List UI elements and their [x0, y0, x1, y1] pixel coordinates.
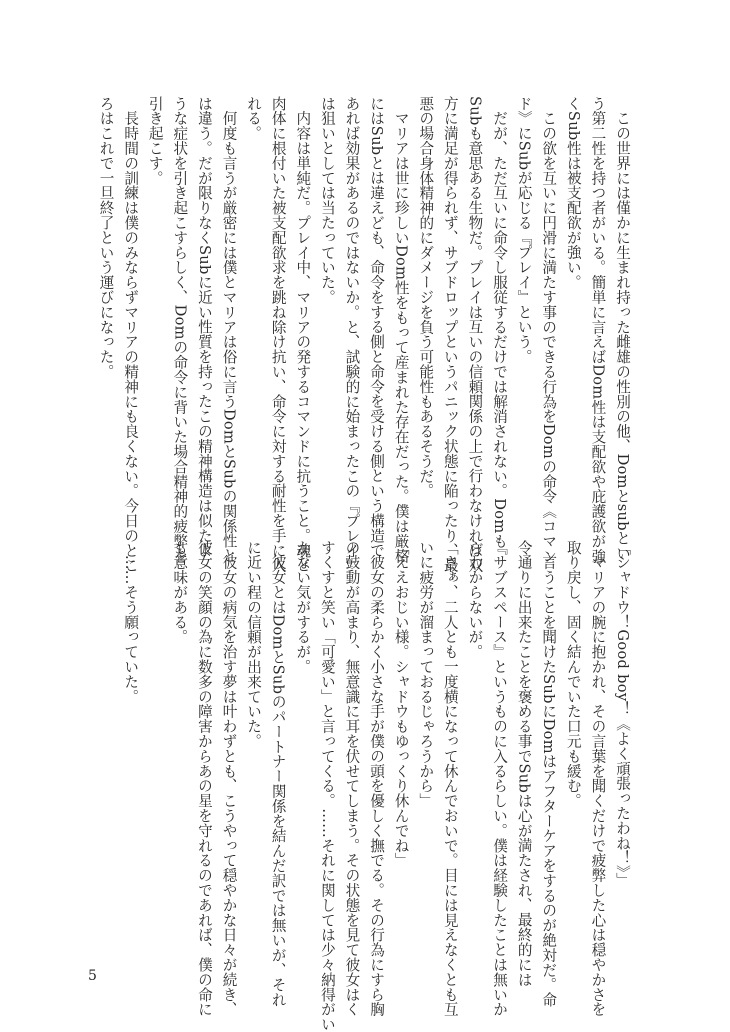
text-line: マリアは世に珍しいDom性をもって産まれた存在だった。僕は厳格 [392, 96, 410, 564]
text-line: は違う。だが限りなくSubに近い性質を持ったこの精神構造は似たよ [195, 96, 213, 558]
text-line: いに疲労が溜まっておるじゃろうから」 [417, 540, 435, 809]
text-line: 彼女の柔らかく小さな手が僕の頭を優しく撫でる。その行為にすら胸 [368, 540, 386, 1017]
text-line: 「シャドウ！Good boy！《よく頑張ったわね！》」 [614, 540, 631, 888]
text-line: 肉体に根付いた被支配欲求を跳ね除け抗い、命令に対する耐性を手に入 [269, 96, 287, 573]
text-line: ……そう願っていた。 [122, 540, 140, 704]
text-line: 彼女の病気を治す夢は叶わずとも、こうやって穏やかな日々が続き、 [220, 540, 238, 1017]
text-line: に近い程の信頼が出来ていた。 [245, 540, 263, 749]
text-line: 悪の場合身体精神的にダメージを負う可能性もあるそうだ。 [417, 96, 435, 499]
text-line: は狙いとしては当たっていた。 [318, 96, 336, 305]
text-line: 彼女とはDomとSubのパートナー関係を結んだ訳では無いが、それ [269, 540, 287, 1008]
page-number: 5 [88, 968, 97, 984]
text-line: Subも意思ある生物だ。プレイは互いの信頼関係の上で行わなければ双 [466, 96, 484, 573]
text-line: ド》にSubが応じる『プレイ』という。 [515, 96, 533, 365]
text-line: う第二性を持つ者がいる。簡単に言えばDom性は支配欲や庇護欲が強 [589, 96, 607, 564]
lower-text-block [94, 540, 634, 1032]
text-line: 『サブスペース』というものに入るらしい。僕は経験したことは無いか [491, 540, 509, 1017]
text-line: この世界には僅かに生まれ持った雌雄の性別の他、Domとsubとい [614, 96, 631, 561]
text-line: 「ええおじい様。シャドウもゆっくり休んでね」 [392, 540, 410, 868]
text-line: くSub性は被支配欲が強い。 [564, 96, 582, 290]
text-line: にはSubとは違えども、命令をする側と命令を受ける側という構造で [368, 96, 386, 558]
text-line: マリアの腕に抱かれ、その言葉を聞くだけで疲弊した心は穏やかさを [589, 540, 607, 1017]
text-line: の鼓動が高まり、無意識に耳を伏せてしまう。その状態を見て彼女はく [343, 540, 361, 1017]
text-line [142, 540, 167, 950]
text-line: この欲を互いに円滑に満たす事のできる行為をDomの命令《コマン [540, 96, 558, 564]
text-line: ろはこれで一旦終了という運びになった。 [97, 96, 115, 380]
upper-text-block [94, 96, 634, 573]
text-line: 令通りに出来たことを褒める事でSubは心が満たされ、最終的には [515, 540, 533, 987]
text-line: 「さぁ、二人とも一度横になって休んでおいで。目には見えなくとも互 [441, 540, 459, 1017]
text-line: れる。 [245, 96, 263, 141]
text-line: 取り戻し、固く結んでいた口元も緩む。 [564, 540, 582, 809]
text-line: 何度も言うが厳密には僕とマリアは俗に言うDomとSubの関係性と [220, 96, 238, 564]
text-line: だが、ただ互いに命令し服従するだけでは解消されない。Domも [491, 96, 509, 549]
text-line: 方に満足が得られず、サブドロップというパニック状態に陥ったり、最 [441, 96, 459, 573]
text-line: も意味がある。 [171, 540, 189, 645]
text-line: 言うことを聞けたSubにDomはアフターケアをするのが絶対だ。命 [540, 540, 558, 1008]
text-line: かない気がするが。 [294, 540, 312, 675]
text-line: らわからないが。 [466, 540, 484, 660]
text-line: 長時間の訓練は僕のみならずマリアの精神にも良くない。今日のとこ [122, 96, 140, 573]
text-line: 彼女の笑顔の為に数多の障害からあの星を守れるのであれば、僕の命に [195, 540, 213, 1017]
text-line: 引き起こす。 [146, 96, 164, 186]
text-line: あれば効果があるのではないか。と、試験的に始まったこの『プレイ』 [343, 96, 361, 573]
text-line: 内容は単純だ。プレイ中、マリアの発するコマンドに抗うこと。魂と [294, 96, 312, 573]
text-line: すくすと笑い「可愛い」と言ってくる。……それに関しては少々納得がい [318, 540, 336, 1032]
text-line: うな症状を引き起こすらしく、Domの命令に背いた場合精神的疲弊を [171, 96, 189, 564]
